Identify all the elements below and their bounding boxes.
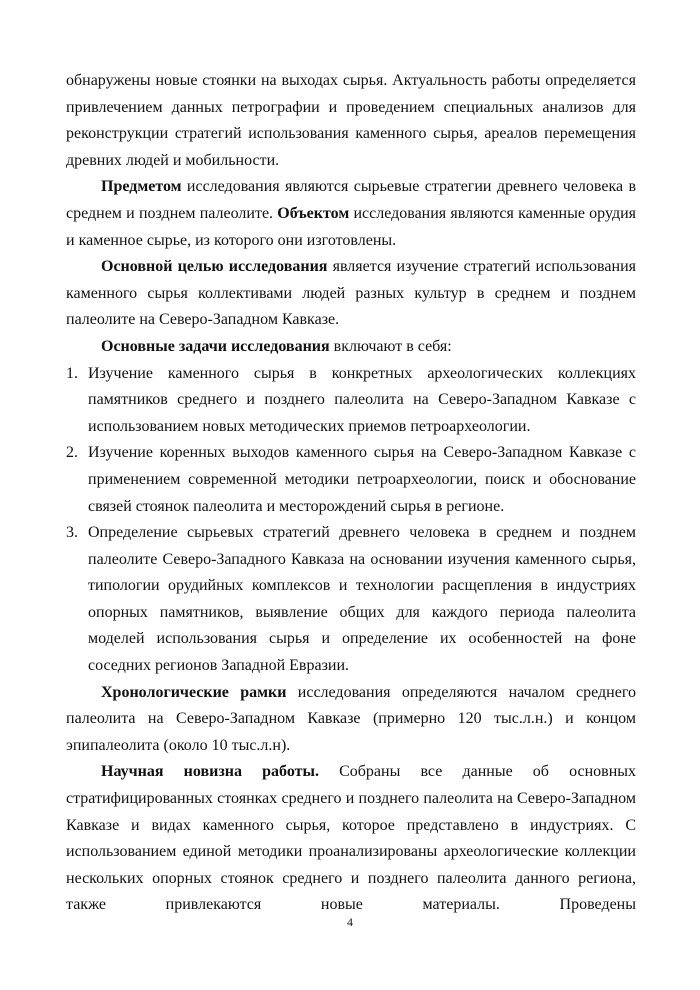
- paragraph-tasks-intro: [66, 334, 636, 361]
- list-item-number: 3.: [66, 524, 78, 542]
- paragraph-text: исследования определяются началом среднего палеолита на Северо-Западном Кавказе (примерно 120 тыс.л.н.) и концом эпипалеолита (около 10 тыс.л.н).: [66, 683, 636, 754]
- list-item-text: Определение сырьевых стратегий древнего человека в среднем и позднем палеолите Северо-Западного Кавказа на основании изучения каменного сырья, типологии орудийных комплексов и технологии расщепления в индустриях опорных памятников, выявление общих для каждого периода палеолита моделей использования сырья и определение их особенностей на фоне соседних регионов Западной Евразии.: [88, 524, 636, 675]
- list-item-number: 2.: [66, 444, 78, 462]
- document-page: [66, 68, 636, 919]
- paragraph-chronology: [66, 680, 636, 760]
- paragraph-text: Собраны все данные об основных стратифицированных стоянках среднего и позднего палеолита на Северо-Западном Кавказе и видах каменного сырья, которое представлено в индустриях. С использованием единой методики проанализированы археологические коллекции нескольких опорных стоянок среднего и позднего палеолита данного региона, также привлекаются новые материалы. Проведены: [66, 763, 637, 914]
- paragraph-text: обнаружены новые стоянки на выходах сырья. Актуальность работы определяется привлечением данных петрографии и проведением специальных анализов для реконструкции стратегий использования каменного сырья, ареалов перемещения древних людей и мобильности.: [66, 72, 636, 169]
- term-tasks: Основные задачи исследования: [101, 337, 330, 355]
- term-novelty: Научная новизна работы.: [101, 763, 319, 781]
- list-item: [4, 520, 636, 680]
- paragraph-text: исследования являются каменные орудия и каменное сырье, из которого они изготовлены.: [66, 204, 636, 249]
- list-item: [4, 361, 636, 441]
- paragraph-text: включают в себя:: [329, 337, 452, 355]
- term-chronology: Хронологические рамки: [101, 683, 287, 701]
- tasks-list: [4, 361, 636, 680]
- paragraph-relevance: [66, 68, 636, 174]
- list-item-text: Изучение каменного сырья в конкретных археологических коллекциях памятников среднего и позднего палеолита на Северо-Западном Кавказе с использованием новых методических приемов петроархеологии.: [88, 364, 636, 435]
- paragraph-subject-object: [66, 174, 636, 254]
- paragraph-text: является изучение стратегий использования каменного сырья коллективами людей разных культур в среднем и позднем палеолите на Северо-Западном Кавказе.: [66, 258, 636, 329]
- page-number: 4: [347, 915, 353, 929]
- list-item: [4, 440, 636, 520]
- term-subject: Предметом: [101, 178, 182, 196]
- list-item-number: 1.: [66, 364, 78, 382]
- paragraph-novelty: [66, 759, 636, 919]
- list-item-text: Изучение коренных выходов каменного сырья на Северо-Западном Кавказе с применением современной методики петроархеологии, поиск и обоснование связей стоянок палеолита и месторождений сырья в регионе.: [88, 444, 636, 515]
- term-object: Объектом: [277, 204, 350, 222]
- term-goal: Основной целью исследования: [101, 258, 328, 276]
- paragraph-goal: [66, 254, 636, 334]
- paragraph-text: исследования являются сырьевые стратегии древнего человека в среднем и позднем палеолите.: [66, 178, 636, 222]
